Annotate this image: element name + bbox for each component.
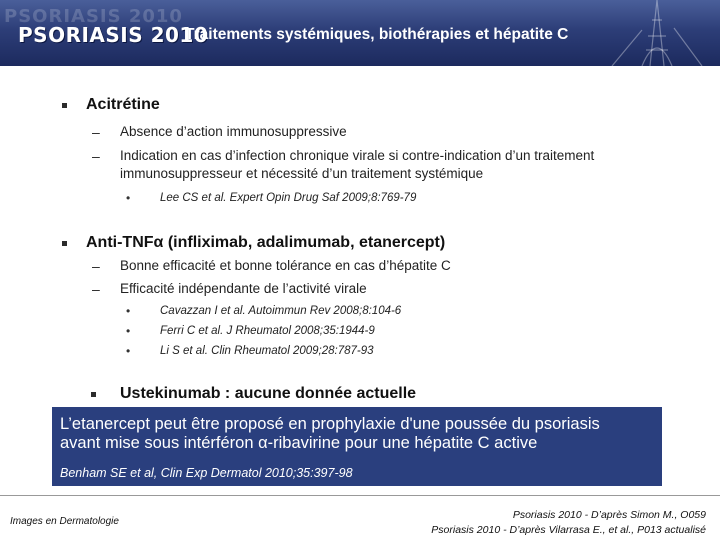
acitretine-item-2-line-2: immunosuppresseur et nécessité d’un traitement systémique xyxy=(120,166,484,181)
dot-bullet: • xyxy=(126,324,131,338)
section-title-acitretine: Acitrétine xyxy=(86,96,160,113)
logo-text: PSORIASIS 2010 xyxy=(18,23,209,47)
dash-bullet: – xyxy=(92,148,100,164)
footer-divider xyxy=(0,495,720,496)
banner-line-2: avant mise sous intérféron α-ribavirine pour une hépatite C active xyxy=(60,434,538,452)
footer-credit-1: Psoriasis 2010 - D’après Simon M., O059 xyxy=(512,509,706,521)
acitretine-reference: Lee CS et al. Expert Opin Drug Saf 2009;8:769-79 xyxy=(160,192,417,204)
acitretine-item-1: Absence d’action immunosuppressive xyxy=(120,124,347,139)
dash-bullet: – xyxy=(92,258,100,274)
banner-reference: Benham SE et al, Clin Exp Dermatol 2010;35:397-98 xyxy=(60,466,353,480)
slide-title: Traitements systémiques, biothérapies et hépatite C xyxy=(185,26,569,43)
dash-bullet: – xyxy=(92,124,100,140)
section-title-ustekinumab: Ustekinumab : aucune donnée actuelle xyxy=(120,385,417,402)
dot-bullet: • xyxy=(126,344,131,358)
dot-bullet: • xyxy=(126,191,131,205)
footer-source: Images en Dermatologie xyxy=(10,516,119,527)
highlight-banner xyxy=(52,407,662,486)
bullet-square-icon xyxy=(62,103,67,108)
header-ghost-logo: PSORIASIS 2010 xyxy=(4,6,183,27)
anti-tnf-item-2: Efficacité indépendante de l’activité virale xyxy=(120,281,367,296)
anti-tnf-reference-2: Ferri C et al. J Rheumatol 2008;35:1944-9 xyxy=(160,325,375,337)
anti-tnf-reference-3: Li S et al. Clin Rheumatol 2009;28:787-93 xyxy=(160,345,374,357)
footer-credit-2: Psoriasis 2010 - D’après Vilarrasa E., et al., P013 actualisé xyxy=(431,524,706,536)
bullet-square-icon xyxy=(62,241,67,246)
anti-tnf-item-1: Bonne efficacité et bonne tolérance en cas d’hépatite C xyxy=(120,258,451,273)
acitretine-item-2-line-1: Indication en cas d’infection chronique virale si contre-indication d’un traitement xyxy=(120,148,595,163)
slide-header xyxy=(0,0,720,66)
psoriasis-2010-logo xyxy=(18,22,208,48)
dot-bullet: • xyxy=(126,304,131,318)
slide-body xyxy=(0,66,720,406)
banner-text xyxy=(60,415,656,453)
dash-bullet: – xyxy=(92,281,100,297)
eiffel-tower-icon xyxy=(602,0,712,66)
banner-line-1: L’etanercept peut être proposé en prophylaxie d'une poussée du psoriasis xyxy=(60,415,600,433)
anti-tnf-reference-1: Cavazzan I et al. Autoimmun Rev 2008;8:104-6 xyxy=(160,305,402,317)
section-title-anti-tnf: Anti-TNFα (infliximab, adalimumab, etanercept) xyxy=(86,234,446,251)
footer-credits xyxy=(431,508,706,538)
bullet-square-icon xyxy=(91,392,96,397)
